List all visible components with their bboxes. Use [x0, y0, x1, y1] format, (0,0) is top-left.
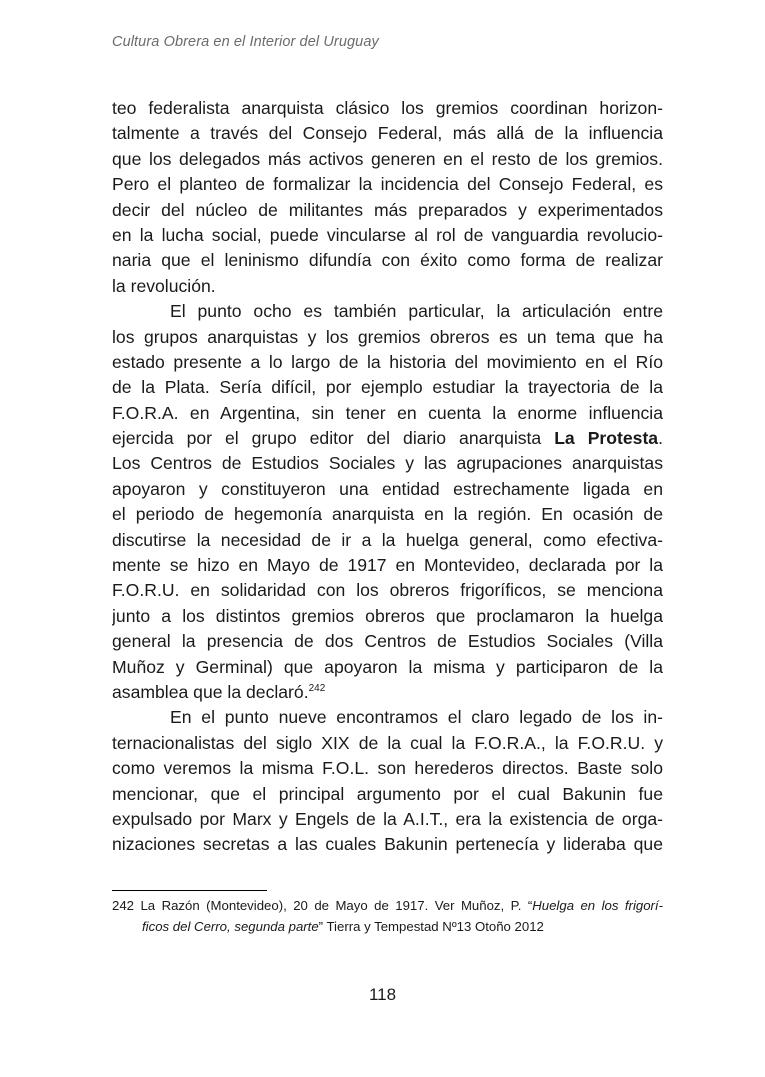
text-line: mente se hizo en Mayo de 1917 en Montevideo, declarada por la: [112, 555, 663, 576]
running-header: Cultura Obrera en el Interior del Uruguay: [112, 34, 379, 50]
footnote-article-title: ficos del Cerro, segunda parte: [142, 918, 319, 934]
text-line: los grupos anarquistas y los gremios obreros es un tema que ha: [112, 326, 663, 347]
footnote-line: [112, 917, 663, 938]
text-line: junto a los distintos gremios obreros que proclamaron la huelga: [112, 605, 663, 626]
text-line: que los delegados más activos generen en el resto de los gremios.: [112, 148, 663, 169]
footnote-reference: 242: [308, 682, 326, 694]
text-line: la revolución.: [112, 275, 216, 296]
text-line: En el punto nueve encontramos el claro legado de los in-: [170, 707, 663, 728]
text-line: naria que el leninismo difundía con éxito como forma de realizar: [112, 250, 663, 271]
text-line: teo federalista anarquista clásico los gremios coordinan horizon-: [112, 98, 663, 118]
body-text: [112, 96, 663, 858]
footnote: [112, 896, 663, 937]
text-fragment: asamblea que la declaró.: [112, 681, 309, 702]
text-fragment: .: [658, 428, 663, 449]
footnote-divider: [112, 890, 267, 891]
page-number: 118: [368, 985, 397, 1004]
footnote-line: [112, 896, 663, 917]
text-line: El punto ocho es también particular, la articulación entre: [170, 301, 663, 322]
text-line: de la Plata. Sería difícil, por ejemplo estudiar la trayectoria de la: [112, 377, 663, 398]
text-line: como veremos la misma F.O.L. son herederos directos. Baste solo: [112, 758, 663, 779]
footnote-publication: ” Tierra y Tempestad Nº13 Otoño 2012: [318, 918, 544, 934]
text-line: talmente a través del Consejo Federal, más allá de la influencia: [112, 123, 663, 144]
text-line: [112, 680, 663, 705]
text-line: nizaciones secretas a las cuales Bakunin pertenecía y lideraba que: [112, 834, 663, 855]
text-line: F.O.R.U. en solidaridad con los obreros frigoríficos, se menciona: [112, 580, 663, 601]
text-line: estado presente a lo largo de la historia del movimiento en el Río: [112, 351, 663, 372]
text-line: mencionar, que el principal argumento por el cual Bakunin fue: [112, 783, 663, 804]
footnote-source: La Razón (Montevideo), 20 de Mayo de 1917. Ver Muñoz, P. “: [134, 898, 533, 913]
text-line: expulsado por Marx y Engels de la A.I.T., era la existencia de orga-: [112, 808, 663, 829]
text-line: el periodo de hegemonía anarquista en la región. En ocasión de: [112, 504, 663, 525]
text-line: discutirse la necesidad de ir a la huelga general, como efectiva-: [112, 529, 663, 550]
text-line: Pero el planteo de formalizar la incidencia del Consejo Federal, es: [112, 174, 663, 195]
text-line: [112, 426, 663, 451]
footnote-number: 242: [112, 898, 135, 913]
footnote-article-title: Huelga en los frigorí-: [532, 898, 663, 913]
text-line: general la presencia de dos Centros de Estudios Sociales (Villa: [112, 631, 663, 652]
text-fragment: ejercida por el grupo editor del diario anarquista: [112, 428, 555, 449]
text-line: ternacionalistas del siglo XIX de la cual la F.O.R.A., la F.O.R.U. y: [112, 732, 663, 753]
text-line: en la lucha social, puede vincularse al rol de vanguardia revolucio-: [112, 224, 663, 245]
text-line: Los Centros de Estudios Sociales y las agrupaciones anarquistas: [112, 453, 663, 474]
text-line: F.O.R.A. en Argentina, sin tener en cuenta la enorme influencia: [112, 402, 663, 423]
text-line: Muñoz y Germinal) que apoyaron la misma y participaron de la: [112, 656, 663, 677]
text-line: apoyaron y constituyeron una entidad estrechamente ligada en: [112, 478, 663, 499]
text-line: decir del núcleo de militantes más preparados y experimentados: [112, 199, 663, 220]
newspaper-title: La Protesta: [554, 428, 659, 449]
